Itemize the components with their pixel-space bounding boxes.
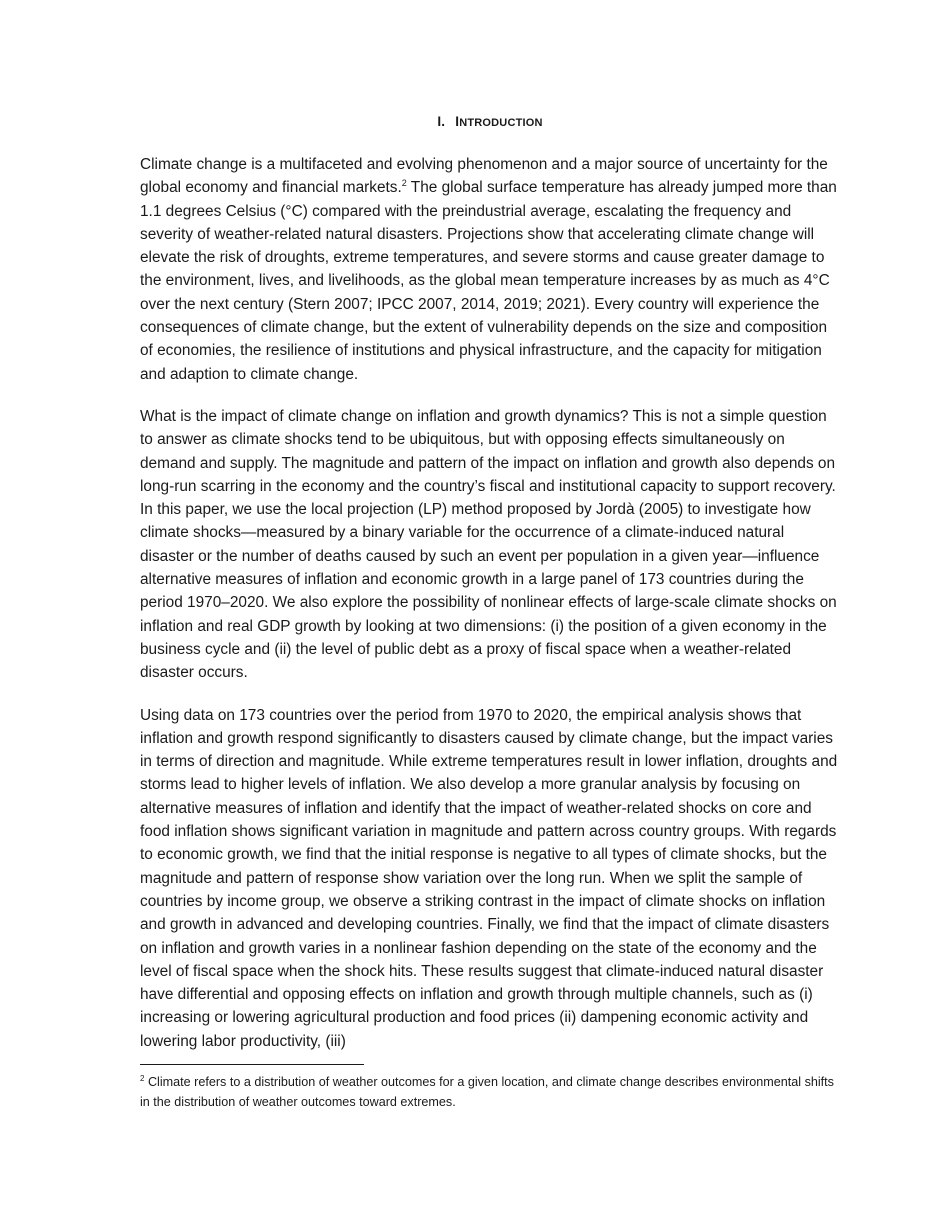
footnote-divider: [140, 1064, 364, 1065]
body-text: [140, 153, 840, 1072]
paragraph-1-text-b: The global surface temperature has already jumped more than 1.1 degrees Celsius (°C) compared with the preindustrial average, escalating the frequency and severity of weather-related natural disasters. Projections show that accelerating climate change will elevate the risk of droughts, extreme temperatures, and severe storms and cause greater damage to the environment, lives, and livelihoods, as the global mean temperature increases by as much as 4°C over the next century (Stern 2007; IPCC 2007, 2014, 2019; 2021). Every country will experience the consequences of climate change, but the extent of vulnerability depends on the size and composition of economies, the resilience of institutions and physical infrastructure, and the capacity for mitigation and adaption to climate change.: [140, 179, 837, 383]
footnote-marker: 2: [140, 1074, 145, 1083]
footnote-text: Climate refers to a distribution of weather outcomes for a given location, and climate change describes environmental shifts in the distribution of weather outcomes toward extremes.: [140, 1075, 834, 1109]
section-heading: [140, 114, 840, 129]
paragraph-3: Using data on 173 countries over the period from 1970 to 2020, the empirical analysis shows that inflation and growth respond significantly to disasters caused by climate change, but the impact varies in terms of direction and magnitude. While extreme temperatures result in lower inflation, droughts and storms lead to higher levels of inflation. We also develop a more granular analysis by focusing on alternative measures of inflation and identify that the impact of weather-related shocks on core and food inflation shows significant variation in magnitude and pattern across country groups. With regards to economic growth, we find that the initial response is negative to all types of climate shocks, but the magnitude and pattern of response show variation over the long run. When we split the sample of countries by income group, we observe a striking contrast in the impact of climate shocks on inflation and growth in advanced and developing countries. Finally, we find that the impact of climate disasters on inflation and growth varies in a nonlinear fashion depending on the state of the economy and the level of fiscal space when the shock hits. These results suggest that climate-induced natural disaster have differential and opposing effects on inflation and growth through multiple channels, such as (i) increasing or lowering agricultural production and food prices (ii) dampening economic activity and lowering labor productivity, (iii): [140, 706, 838, 1050]
footnote: [140, 1072, 840, 1112]
paragraph-1-text-a: Climate change is a multifaceted and evolving phenomenon and a major source of uncertainty for the global economy and financial markets.: [140, 156, 828, 197]
section-number: I.: [437, 114, 446, 129]
paragraph-2: What is the impact of climate change on inflation and growth dynamics? This is not a simple question to answer as climate shocks tend to be ubiquitous, but with opposing effects simultaneously on demand and supply. The magnitude and pattern of the impact on inflation and growth also depends on long-run scarring in the economy and the country’s fiscal and institutional capacity to support recovery. In this paper, we use the local projection (LP) method proposed by Jordà (2005) to investigate how climate shocks—measured by a binary variable for the occurrence of a climate-induced natural disaster or the number of deaths caused by such an event per population in a given year—influence alternative measures of inflation and economic growth in a large panel of 173 countries during the period 1970–2020. We also explore the possibility of nonlinear effects of large-scale climate shocks on inflation and real GDP growth by looking at two dimensions: (i) the position of a given economy in the business cycle and (ii) the level of public debt as a proxy of fiscal space when a weather-related disaster occurs.: [140, 407, 837, 682]
section-title-rest: NTRODUCTION: [459, 117, 543, 129]
footnote-ref: 2: [401, 178, 407, 189]
paragraph-1: [140, 153, 840, 386]
section-title-initial: I: [455, 114, 460, 129]
